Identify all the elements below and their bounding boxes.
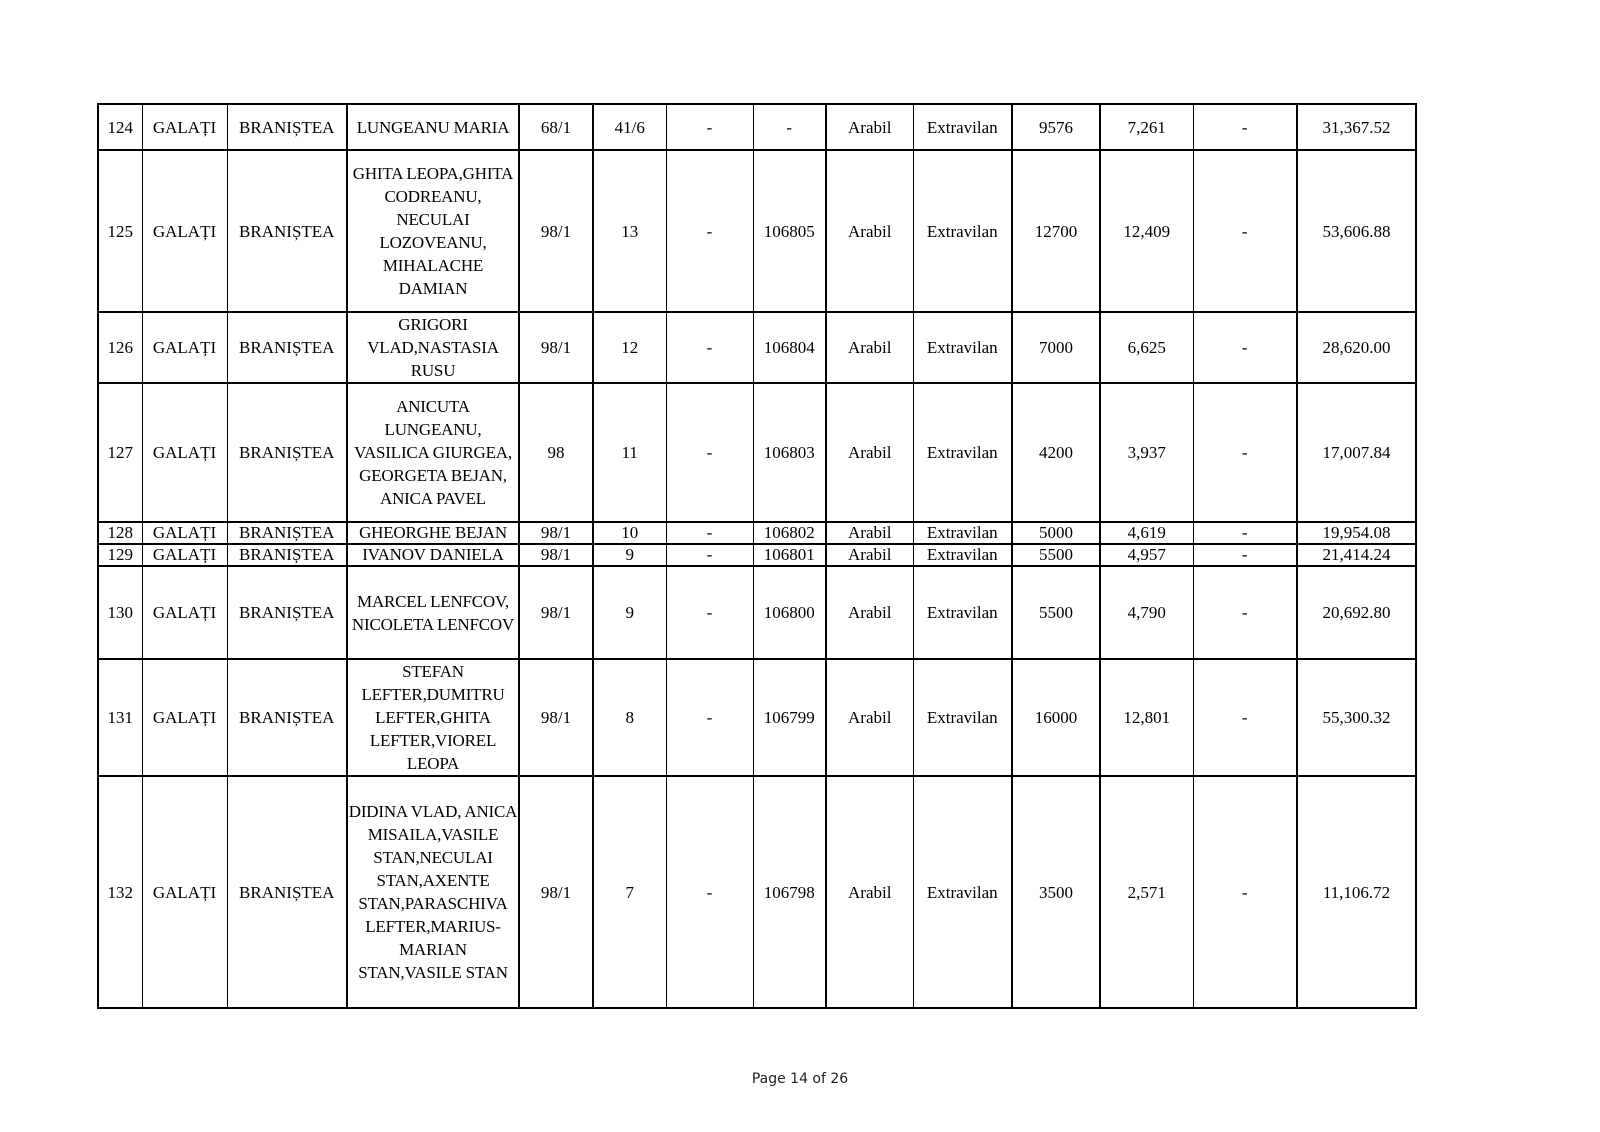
zone-cell: Extravilan — [913, 104, 1012, 150]
row-number: 125 — [98, 150, 142, 312]
parcela-cell: 41/6 — [593, 104, 666, 150]
amount-cell: 11,106.72 — [1297, 776, 1416, 1008]
amount-cell: 31,367.52 — [1297, 104, 1416, 150]
parcela-cell: 11 — [593, 383, 666, 522]
amount-cell: 55,300.32 — [1297, 659, 1416, 776]
table-row — [98, 566, 1416, 659]
county-cell: GALAȚI — [142, 150, 227, 312]
category-cell: Arabil — [826, 776, 913, 1008]
row-number: 129 — [98, 544, 142, 566]
row-number: 126 — [98, 312, 142, 383]
locality-cell: BRANIȘTEA — [227, 776, 347, 1008]
category-cell: Arabil — [826, 566, 913, 659]
owner-cell: STEFAN LEFTER,DUMITRU LEFTER,GHITA LEFTER,VIOREL LEOPA — [347, 659, 519, 776]
area-total-cell: 16000 — [1012, 659, 1100, 776]
parcela-cell: 9 — [593, 566, 666, 659]
row-number: 130 — [98, 566, 142, 659]
cf-cell: - — [666, 150, 753, 312]
table-row — [98, 383, 1416, 522]
owner-cell: GRIGORI VLAD,NASTASIA RUSU — [347, 312, 519, 383]
owner-cell: DIDINA VLAD, ANICA MISAILA,VASILE STAN,NECULAI STAN,AXENTE STAN,PARASCHIVA LEFTER,MARIUS-MARIAN STAN,VASILE STAN — [347, 776, 519, 1008]
county-cell: GALAȚI — [142, 659, 227, 776]
county-cell: GALAȚI — [142, 312, 227, 383]
area-total-cell: 3500 — [1012, 776, 1100, 1008]
category-cell: Arabil — [826, 150, 913, 312]
zone-cell: Extravilan — [913, 659, 1012, 776]
tarla-cell: 98/1 — [519, 566, 593, 659]
county-cell: GALAȚI — [142, 776, 227, 1008]
parcela-cell: 12 — [593, 312, 666, 383]
parcela-cell: 7 — [593, 776, 666, 1008]
amount-cell: 21,414.24 — [1297, 544, 1416, 566]
locality-cell: BRANIȘTEA — [227, 522, 347, 544]
page-number-footer: Page 14 of 26 — [751, 1071, 849, 1087]
cadastral-cell: 106802 — [753, 522, 826, 544]
zone-cell: Extravilan — [913, 566, 1012, 659]
zone-cell: Extravilan — [913, 312, 1012, 383]
locality-cell: BRANIȘTEA — [227, 312, 347, 383]
area-expropriated-cell: 4,957 — [1100, 544, 1193, 566]
cadastral-cell: - — [753, 104, 826, 150]
parcela-cell: 8 — [593, 659, 666, 776]
locality-cell: BRANIȘTEA — [227, 659, 347, 776]
other-cell: - — [1193, 383, 1297, 522]
county-cell: GALAȚI — [142, 544, 227, 566]
cf-cell: - — [666, 383, 753, 522]
locality-cell: BRANIȘTEA — [227, 150, 347, 312]
area-expropriated-cell: 12,801 — [1100, 659, 1193, 776]
zone-cell: Extravilan — [913, 544, 1012, 566]
area-total-cell: 9576 — [1012, 104, 1100, 150]
owner-cell: ANICUTA LUNGEANU, VASILICA GIURGEA, GEORGETA BEJAN, ANICA PAVEL — [347, 383, 519, 522]
area-expropriated-cell: 3,937 — [1100, 383, 1193, 522]
cf-cell: - — [666, 104, 753, 150]
area-expropriated-cell: 4,790 — [1100, 566, 1193, 659]
other-cell: - — [1193, 544, 1297, 566]
owner-cell: IVANOV DANIELA — [347, 544, 519, 566]
table-row — [98, 776, 1416, 1008]
category-cell: Arabil — [826, 659, 913, 776]
table-row — [98, 544, 1416, 566]
amount-cell: 20,692.80 — [1297, 566, 1416, 659]
other-cell: - — [1193, 659, 1297, 776]
county-cell: GALAȚI — [142, 383, 227, 522]
county-cell: GALAȚI — [142, 522, 227, 544]
category-cell: Arabil — [826, 544, 913, 566]
cadastral-cell: 106804 — [753, 312, 826, 383]
table-row — [98, 312, 1416, 383]
amount-cell: 17,007.84 — [1297, 383, 1416, 522]
zone-cell: Extravilan — [913, 522, 1012, 544]
table-row — [98, 522, 1416, 544]
tarla-cell: 98/1 — [519, 522, 593, 544]
owner-cell: GHEORGHE BEJAN — [347, 522, 519, 544]
cf-cell: - — [666, 522, 753, 544]
area-expropriated-cell: 4,619 — [1100, 522, 1193, 544]
tarla-cell: 98/1 — [519, 544, 593, 566]
table-row — [98, 150, 1416, 312]
tarla-cell: 98/1 — [519, 312, 593, 383]
other-cell: - — [1193, 566, 1297, 659]
locality-cell: BRANIȘTEA — [227, 544, 347, 566]
tarla-cell: 68/1 — [519, 104, 593, 150]
zone-cell: Extravilan — [913, 776, 1012, 1008]
owner-cell: GHITA LEOPA,GHITA CODREANU, NECULAI LOZOVEANU, MIHALACHE DAMIAN — [347, 150, 519, 312]
amount-cell: 53,606.88 — [1297, 150, 1416, 312]
cadastral-cell: 106803 — [753, 383, 826, 522]
category-cell: Arabil — [826, 522, 913, 544]
row-number: 131 — [98, 659, 142, 776]
table-row — [98, 104, 1416, 150]
area-expropriated-cell: 7,261 — [1100, 104, 1193, 150]
cf-cell: - — [666, 312, 753, 383]
cadastral-cell: 106805 — [753, 150, 826, 312]
locality-cell: BRANIȘTEA — [227, 383, 347, 522]
other-cell: - — [1193, 104, 1297, 150]
area-total-cell: 5500 — [1012, 544, 1100, 566]
row-number: 124 — [98, 104, 142, 150]
area-expropriated-cell: 2,571 — [1100, 776, 1193, 1008]
row-number: 132 — [98, 776, 142, 1008]
area-total-cell: 12700 — [1012, 150, 1100, 312]
area-total-cell: 5500 — [1012, 566, 1100, 659]
table-row — [98, 659, 1416, 776]
category-cell: Arabil — [826, 383, 913, 522]
area-total-cell: 4200 — [1012, 383, 1100, 522]
area-total-cell: 7000 — [1012, 312, 1100, 383]
parcela-cell: 13 — [593, 150, 666, 312]
cadastral-cell: 106801 — [753, 544, 826, 566]
area-expropriated-cell: 6,625 — [1100, 312, 1193, 383]
other-cell: - — [1193, 776, 1297, 1008]
category-cell: Arabil — [826, 104, 913, 150]
parcela-cell: 9 — [593, 544, 666, 566]
locality-cell: BRANIȘTEA — [227, 566, 347, 659]
row-number: 127 — [98, 383, 142, 522]
parcela-cell: 10 — [593, 522, 666, 544]
category-cell: Arabil — [826, 312, 913, 383]
tarla-cell: 98/1 — [519, 776, 593, 1008]
cf-cell: - — [666, 776, 753, 1008]
cadastral-cell: 106798 — [753, 776, 826, 1008]
expropriation-table — [97, 103, 1417, 1009]
cf-cell: - — [666, 566, 753, 659]
zone-cell: Extravilan — [913, 150, 1012, 312]
area-expropriated-cell: 12,409 — [1100, 150, 1193, 312]
amount-cell: 19,954.08 — [1297, 522, 1416, 544]
other-cell: - — [1193, 522, 1297, 544]
amount-cell: 28,620.00 — [1297, 312, 1416, 383]
other-cell: - — [1193, 312, 1297, 383]
locality-cell: BRANIȘTEA — [227, 104, 347, 150]
cadastral-cell: 106800 — [753, 566, 826, 659]
tarla-cell: 98/1 — [519, 659, 593, 776]
cadastral-cell: 106799 — [753, 659, 826, 776]
cf-cell: - — [666, 544, 753, 566]
owner-cell: LUNGEANU MARIA — [347, 104, 519, 150]
tarla-cell: 98/1 — [519, 150, 593, 312]
county-cell: GALAȚI — [142, 104, 227, 150]
owner-cell: MARCEL LENFCOV, NICOLETA LENFCOV — [347, 566, 519, 659]
area-total-cell: 5000 — [1012, 522, 1100, 544]
other-cell: - — [1193, 150, 1297, 312]
tarla-cell: 98 — [519, 383, 593, 522]
zone-cell: Extravilan — [913, 383, 1012, 522]
county-cell: GALAȚI — [142, 566, 227, 659]
row-number: 128 — [98, 522, 142, 544]
cf-cell: - — [666, 659, 753, 776]
